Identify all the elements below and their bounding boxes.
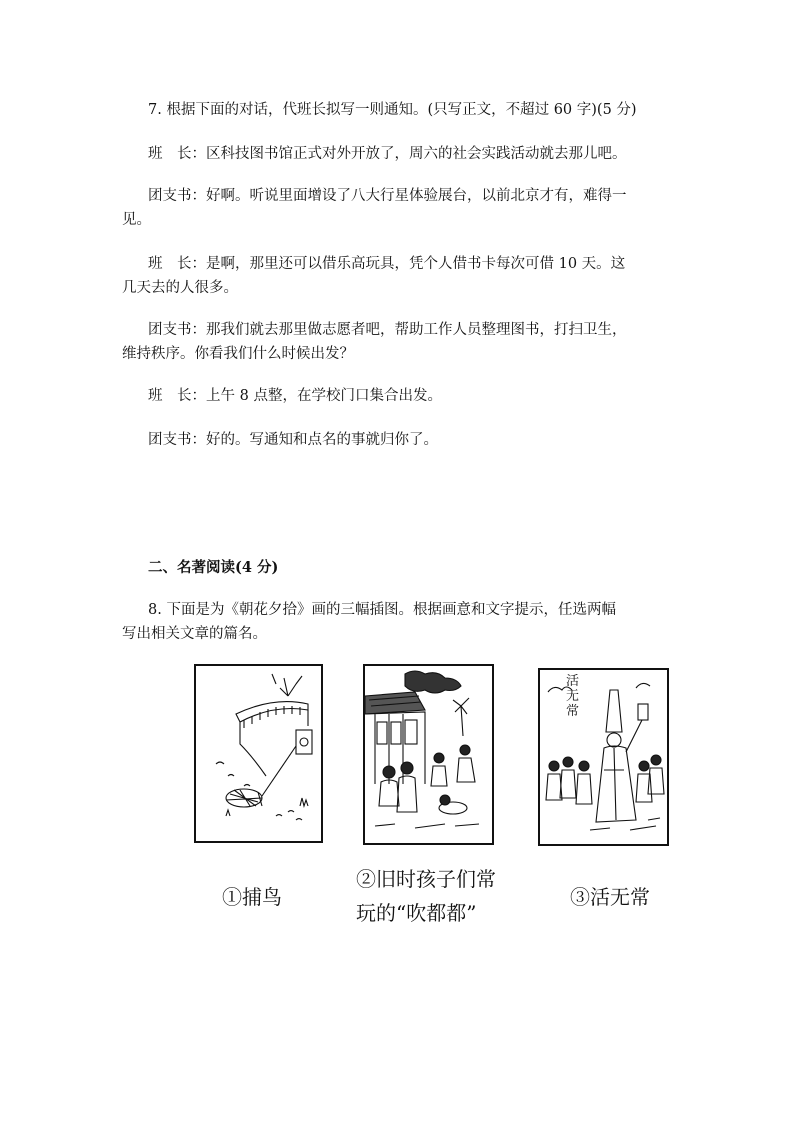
speaker-label: 班 长： bbox=[148, 146, 206, 162]
caption-children-playing: ②旧时孩子们常 bbox=[356, 867, 496, 891]
speaker-label: 班 长： bbox=[148, 388, 206, 404]
dialogue-line bbox=[148, 384, 442, 405]
dialogue-continuation: 维持秩序。你看我们什么时候出发？ bbox=[122, 346, 354, 362]
bird-trap-drawing bbox=[196, 666, 321, 841]
dialogue-line bbox=[148, 428, 438, 449]
speaker-label: 班 长： bbox=[148, 256, 206, 272]
inscription-char: 常 bbox=[566, 704, 580, 719]
dialogue-continuation: 见。 bbox=[122, 212, 151, 228]
dialogue-line bbox=[148, 318, 627, 339]
dialogue-text: 那我们就去那里做志愿者吧，帮助工作人员整理图书，打扫卫生， bbox=[206, 322, 627, 338]
wuchang-drawing bbox=[540, 670, 667, 844]
dialogue-text: 是啊，那里还可以借乐高玩具，凭个人借书卡每次可借 10 天。这 bbox=[206, 256, 626, 272]
dialogue-continuation: 几天去的人很多。 bbox=[122, 280, 238, 296]
illustration-bird-trap bbox=[194, 664, 323, 843]
q8-question: 8. 下面是为《朝花夕拾》画的三幅插图。根据画意和文字提示，任选两幅 bbox=[148, 602, 616, 618]
speaker-label: 团支书： bbox=[148, 322, 206, 338]
caption-children-playing-line2: 玩的“吹都都” bbox=[356, 901, 477, 925]
caption-bird-trap: ①捕鸟 bbox=[222, 885, 282, 909]
illustration-wuchang bbox=[538, 668, 669, 846]
wuchang-inscription bbox=[566, 674, 580, 719]
q7-question: 7. 根据下面的对话，代班长拟写一则通知。(只写正文，不超过 60 字)(5 分) bbox=[148, 102, 637, 118]
dialogue-text: 上午 8 点整，在学校门口集合出发。 bbox=[206, 388, 442, 404]
caption-wuchang: ③活无常 bbox=[570, 885, 650, 909]
illustration-children-playing bbox=[363, 664, 494, 845]
inscription-char: 活 bbox=[566, 674, 580, 689]
speaker-label: 团支书： bbox=[148, 188, 206, 204]
q8-question-continuation: 写出相关文章的篇名。 bbox=[122, 626, 267, 642]
dialogue-text: 区科技图书馆正式对外开放了，周六的社会实践活动就去那儿吧。 bbox=[206, 146, 627, 162]
dialogue-line bbox=[148, 142, 627, 163]
dialogue-text: 好啊。听说里面增设了八大行星体验展台，以前北京才有，难得一 bbox=[206, 188, 627, 204]
speaker-label: 团支书： bbox=[148, 432, 206, 448]
section-title: 二、名著阅读(4 分) bbox=[148, 559, 279, 576]
dialogue-text: 好的。写通知和点名的事就归你了。 bbox=[206, 432, 438, 448]
children-playing-drawing bbox=[365, 666, 492, 843]
dialogue-line bbox=[148, 184, 627, 205]
inscription-char: 无 bbox=[566, 689, 580, 704]
dialogue-line bbox=[148, 252, 625, 273]
